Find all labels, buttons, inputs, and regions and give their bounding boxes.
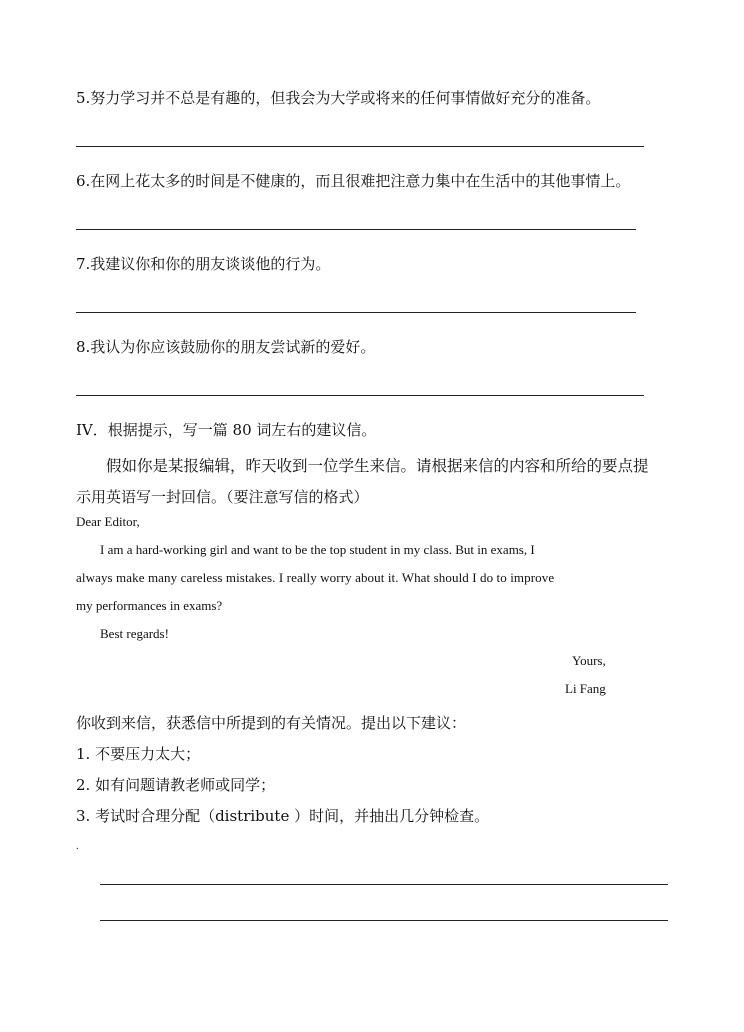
suggestion-3-text: 3. 考试时合理分配（distribute ）时间，并抽出几分钟检查。 [76, 807, 490, 825]
question-8: 8.我认为你应该鼓励你的朋友尝试新的爱好。 [76, 338, 376, 356]
letter-salutation: Dear Editor, [76, 514, 140, 529]
letter-body-line-3: my performances in exams? [76, 598, 223, 613]
letter-body-line-1-text: I am a hard-working girl and want to be the top student in my class. But in exams, I [100, 542, 535, 557]
question-7: 7.我建议你和你的朋友谈谈他的行为。 [76, 255, 331, 273]
writing-line-2 [100, 920, 668, 921]
answer-line-5 [76, 146, 644, 147]
answer-line-7 [76, 312, 636, 313]
letter-body-line-1 [100, 541, 668, 559]
letter-closing: Best regards! [100, 626, 169, 641]
writing-line-1 [100, 884, 668, 885]
writing-heading: IV．根据提示，写一篇 80 词左右的建议信。 [76, 421, 377, 439]
stray-dot: . [76, 841, 79, 852]
question-5: 5.努力学习并不总是有趣的，但我会为大学或将来的任何事情做好充分的准备。 [76, 89, 601, 107]
writing-intro-line-1: 假如你是某报编辑，昨天收到一位学生来信。请根据来信的内容和所给的要点提 [106, 457, 649, 475]
suggestion-2: 2. 如有问题请教老师或同学； [76, 776, 276, 794]
answer-line-8 [76, 395, 644, 396]
writing-intro-line-2: 示用英语写一封回信。（要注意写信的格式） [76, 488, 369, 506]
suggestion-1: 1. 不要压力太大； [76, 745, 201, 763]
writing-instructions: 你收到来信，获悉信中所提到的有关情况。提出以下建议： [76, 714, 467, 732]
letter-signature: Li Fang [565, 681, 606, 696]
answer-line-6 [76, 229, 636, 230]
question-6: 6.在网上花太多的时间是不健康的，而且很难把注意力集中在生活中的其他事情上。 [76, 172, 631, 190]
letter-body-line-2: always make many careless mistakes. I really worry about it. What should I do to improve [76, 570, 555, 585]
letter-signoff: Yours, [572, 653, 606, 668]
suggestion-3 [76, 806, 489, 826]
